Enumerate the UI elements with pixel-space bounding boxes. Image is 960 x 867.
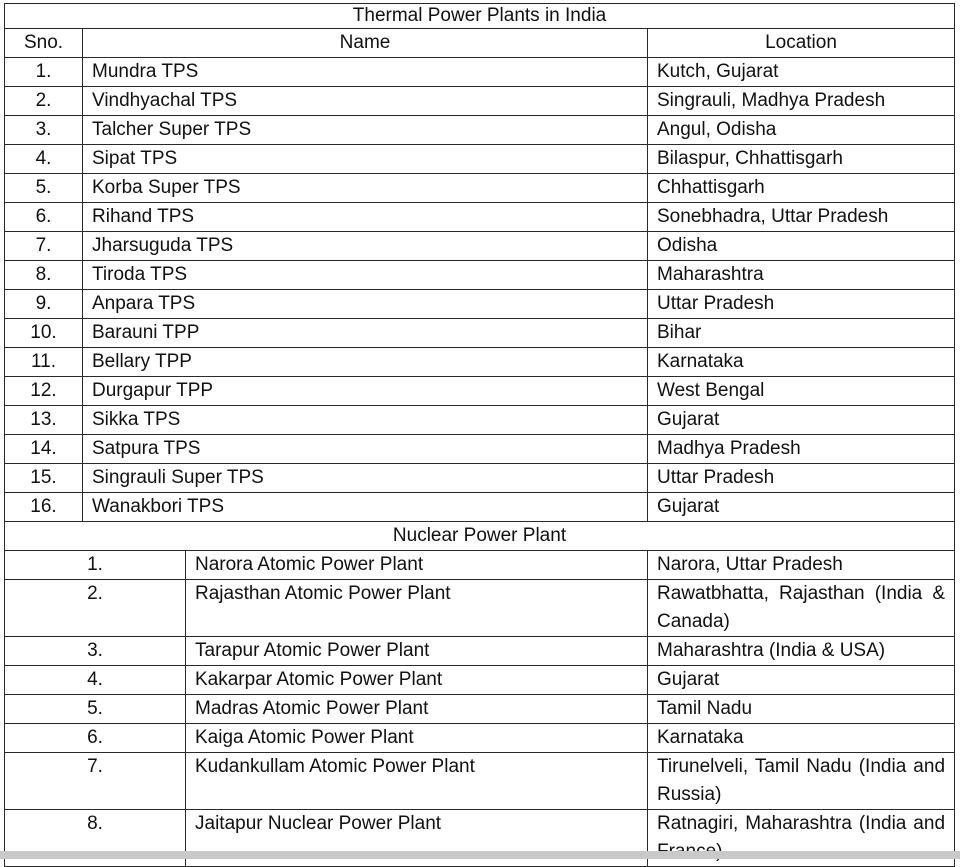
- power-plants-table: [4, 3, 955, 867]
- thermal-table-row: [5, 493, 955, 522]
- column-header-location: Location: [648, 29, 955, 58]
- thermal-location-cell: Uttar Pradesh: [648, 464, 955, 493]
- thermal-sno-cell: 13.: [5, 406, 83, 435]
- nuclear-sno-cell: 2.: [5, 580, 186, 637]
- thermal-location-cell: Odisha: [648, 232, 955, 261]
- thermal-table-row: [5, 261, 955, 290]
- nuclear-sno-cell: 5.: [5, 695, 186, 724]
- nuclear-name-cell: Rajasthan Atomic Power Plant: [186, 580, 648, 637]
- thermal-name-cell: Wanakbori TPS: [83, 493, 648, 522]
- nuclear-table-row: [5, 580, 955, 637]
- thermal-section-title: Thermal Power Plants in India: [5, 4, 955, 29]
- thermal-sno-cell: 9.: [5, 290, 83, 319]
- nuclear-location-cell: Tamil Nadu: [648, 695, 955, 724]
- thermal-name-cell: Durgapur TPP: [83, 377, 648, 406]
- nuclear-location-cell: Narora, Uttar Pradesh: [648, 551, 955, 580]
- thermal-name-cell: Barauni TPP: [83, 319, 648, 348]
- thermal-sno-cell: 11.: [5, 348, 83, 377]
- thermal-name-cell: Satpura TPS: [83, 435, 648, 464]
- thermal-sno-cell: 2.: [5, 87, 83, 116]
- thermal-sno-cell: 6.: [5, 203, 83, 232]
- column-header-name: Name: [83, 29, 648, 58]
- thermal-name-cell: Rihand TPS: [83, 203, 648, 232]
- nuclear-table-row: [5, 637, 955, 666]
- thermal-sno-cell: 15.: [5, 464, 83, 493]
- nuclear-sno-cell: 4.: [5, 666, 186, 695]
- nuclear-name-cell: Kudankullam Atomic Power Plant: [186, 753, 648, 810]
- thermal-location-cell: Bilaspur, Chhattisgarh: [648, 145, 955, 174]
- power-plants-document: [4, 3, 954, 867]
- thermal-name-cell: Anpara TPS: [83, 290, 648, 319]
- thermal-table-row: [5, 319, 955, 348]
- thermal-sno-cell: 16.: [5, 493, 83, 522]
- bottom-scroll-edge: [0, 851, 960, 859]
- thermal-title-row: [5, 4, 955, 29]
- nuclear-location-cell: Maharashtra (India & USA): [648, 637, 955, 666]
- nuclear-table-row: [5, 724, 955, 753]
- thermal-sno-cell: 4.: [5, 145, 83, 174]
- thermal-name-cell: Singrauli Super TPS: [83, 464, 648, 493]
- nuclear-table-row: [5, 753, 955, 810]
- thermal-table-row: [5, 406, 955, 435]
- thermal-name-cell: Sipat TPS: [83, 145, 648, 174]
- nuclear-location-cell: Tirunelveli, Tamil Nadu (India and Russia): [648, 753, 955, 810]
- nuclear-name-cell: Kakarpar Atomic Power Plant: [186, 666, 648, 695]
- thermal-location-cell: Bihar: [648, 319, 955, 348]
- nuclear-location-cell: Karnataka: [648, 724, 955, 753]
- thermal-table-row: [5, 377, 955, 406]
- thermal-table-row: [5, 464, 955, 493]
- thermal-sno-cell: 7.: [5, 232, 83, 261]
- nuclear-sno-cell: 1.: [5, 551, 186, 580]
- thermal-location-cell: West Bengal: [648, 377, 955, 406]
- thermal-location-cell: Uttar Pradesh: [648, 290, 955, 319]
- nuclear-name-cell: Jaitapur Nuclear Power Plant: [186, 810, 648, 867]
- nuclear-location-cell: Rawatbhatta, Rajasthan (India & Canada): [648, 580, 955, 637]
- thermal-name-cell: Talcher Super TPS: [83, 116, 648, 145]
- thermal-sno-cell: 8.: [5, 261, 83, 290]
- thermal-name-cell: Mundra TPS: [83, 58, 648, 87]
- nuclear-location-cell: Ratnagiri, Maharashtra (India and: [648, 810, 955, 867]
- thermal-sno-cell: 5.: [5, 174, 83, 203]
- nuclear-table-row: [5, 695, 955, 724]
- thermal-location-cell: Madhya Pradesh: [648, 435, 955, 464]
- thermal-table-row: [5, 290, 955, 319]
- nuclear-sno-cell: 8.: [5, 810, 186, 867]
- thermal-location-cell: Karnataka: [648, 348, 955, 377]
- thermal-table-row: [5, 145, 955, 174]
- header-row: [5, 29, 955, 58]
- thermal-name-cell: Sikka TPS: [83, 406, 648, 435]
- thermal-location-cell: Maharashtra: [648, 261, 955, 290]
- thermal-table-row: [5, 87, 955, 116]
- nuclear-location-cell: Gujarat: [648, 666, 955, 695]
- nuclear-sno-cell: 3.: [5, 637, 186, 666]
- nuclear-sno-cell: 7.: [5, 753, 186, 810]
- thermal-name-cell: Jharsuguda TPS: [83, 232, 648, 261]
- thermal-name-cell: Bellary TPP: [83, 348, 648, 377]
- nuclear-table-row: [5, 551, 955, 580]
- thermal-location-cell: Gujarat: [648, 406, 955, 435]
- thermal-location-cell: Angul, Odisha: [648, 116, 955, 145]
- thermal-name-cell: Korba Super TPS: [83, 174, 648, 203]
- thermal-table-row: [5, 435, 955, 464]
- thermal-sno-cell: 10.: [5, 319, 83, 348]
- nuclear-name-cell: Tarapur Atomic Power Plant: [186, 637, 648, 666]
- nuclear-section-title: Nuclear Power Plant: [5, 522, 955, 551]
- thermal-sno-cell: 3.: [5, 116, 83, 145]
- thermal-location-cell: Singrauli, Madhya Pradesh: [648, 87, 955, 116]
- nuclear-name-cell: Narora Atomic Power Plant: [186, 551, 648, 580]
- thermal-location-cell: Gujarat: [648, 493, 955, 522]
- thermal-table-row: [5, 232, 955, 261]
- thermal-table-row: [5, 58, 955, 87]
- thermal-sno-cell: 12.: [5, 377, 83, 406]
- thermal-sno-cell: 1.: [5, 58, 83, 87]
- nuclear-sno-cell: 6.: [5, 724, 186, 753]
- thermal-location-cell: Kutch, Gujarat: [648, 58, 955, 87]
- nuclear-table-row: [5, 666, 955, 695]
- nuclear-name-cell: Kaiga Atomic Power Plant: [186, 724, 648, 753]
- thermal-name-cell: Vindhyachal TPS: [83, 87, 648, 116]
- thermal-name-cell: Tiroda TPS: [83, 261, 648, 290]
- thermal-table-row: [5, 203, 955, 232]
- thermal-location-cell: Chhattisgarh: [648, 174, 955, 203]
- thermal-table-row: [5, 174, 955, 203]
- nuclear-name-cell: Madras Atomic Power Plant: [186, 695, 648, 724]
- thermal-location-cell: Sonebhadra, Uttar Pradesh: [648, 203, 955, 232]
- thermal-sno-cell: 14.: [5, 435, 83, 464]
- column-header-sno: Sno.: [5, 29, 83, 58]
- thermal-table-row: [5, 348, 955, 377]
- thermal-table-row: [5, 116, 955, 145]
- nuclear-title-row: [5, 522, 955, 551]
